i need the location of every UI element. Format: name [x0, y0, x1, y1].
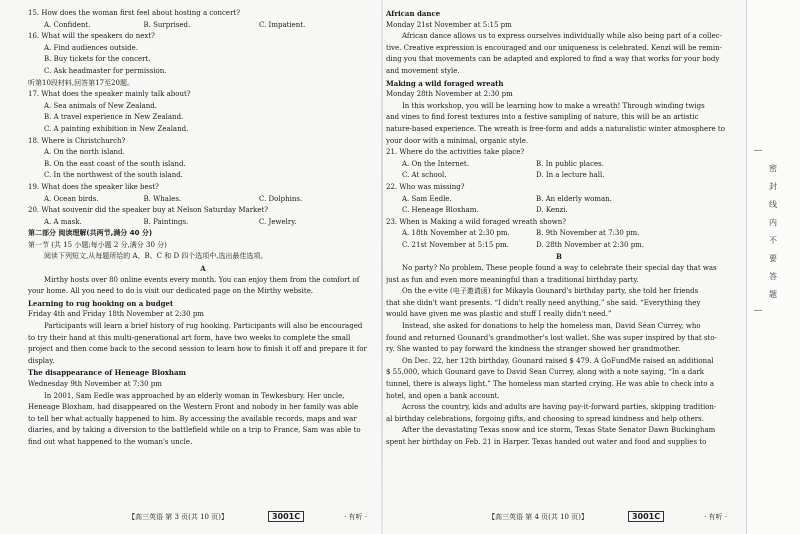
option: C. Jewelry. [259, 217, 297, 226]
option: C. Dolphins. [259, 194, 303, 203]
left-column [28, 8, 378, 449]
passage-line: hotel, and open a bank account. [386, 391, 500, 400]
question-17: 17. What does the speaker mainly talk about? [28, 90, 191, 99]
passage-line: After the devastating Texas snow and ice storm, Texas State Senator Dawn Buckingham [402, 426, 716, 435]
option: B. Buy tickets for the concert. [44, 55, 151, 64]
seal-char: 不 [769, 236, 777, 245]
passage-line: display. [28, 356, 55, 365]
instructions: 阅读下列短文,从每题所给的 A、B、C 和 D 四个选项中,选出最佳选项。 [44, 252, 268, 261]
passage-line: found and returned Gounard's grandmother's lost wallet. She was super inspired by that sto- [386, 333, 717, 342]
passage-line: project and then come back to the second session to learn how to finish it off and prepare it for [28, 345, 367, 354]
passage-line: In 2001, Sam Eedle was approached by an elderly woman in Tewkesbury. Her uncle, [44, 391, 345, 400]
passage-line: diaries, and by taking a diversion to the battlefield while on a trip to France, Sam was able to [28, 426, 361, 435]
seal-char: 答 [769, 272, 777, 281]
option: A. A mask. [44, 217, 82, 226]
passage-line: On Dec. 22, her 12th birthday, Gounard raised $ 479. A GoFundMe raised an additional [402, 356, 714, 365]
question-15: 15. How does the woman first feel about hosting a concert? [28, 9, 240, 17]
option: B. An elderly woman. [536, 194, 612, 203]
event-title: African dance [386, 9, 441, 18]
section-heading: 第一节 (共 15 小题;每小题 2 分,满分 30 分) [28, 240, 167, 249]
brand-mark: · 有听 · [704, 512, 727, 521]
option: D. In a lecture hall. [536, 171, 605, 180]
option: A. Sea animals of New Zealand. [44, 101, 157, 110]
question-16: 16. What will the speakers do next? [28, 32, 155, 41]
option: C. Ask headmaster for permission. [44, 66, 167, 75]
question-20: 20. What souvenir did the speaker buy at Nelson Saturday Market? [28, 206, 268, 215]
question-23-options [386, 228, 732, 240]
passage-line: your door with a minimal, organic style. [386, 136, 529, 145]
passage-line: and vines to find forest textures into a festive sampling of nature, this will be an artistic [386, 113, 699, 122]
option: B. In public places. [536, 159, 604, 168]
option: B. A travel experience in New Zealand. [44, 113, 184, 122]
exam-code: 3001C [628, 511, 664, 522]
seal-char: 题 [769, 290, 777, 299]
brand-mark: · 有听 · [344, 512, 367, 521]
event-time: Wednesday 9th November at 7:30 pm [28, 380, 162, 388]
event-time: Monday 21st November at 5:15 pm [386, 20, 512, 29]
question-23-options [386, 240, 732, 252]
right-column [386, 8, 732, 449]
passage-line: your home. All you need to do is visit our dedicated page on the Mirthy website. [28, 287, 314, 296]
page-label: 【高三英语 第 4 页(共 10 页)】 [488, 512, 588, 521]
option: C. 21st November at 5:15 pm. [402, 240, 509, 249]
passage-line: would have given me was plastic and stuff I really didn't need.” [386, 310, 612, 319]
option: C. Impatient. [259, 20, 306, 29]
question-21: 21. Where do the activities take place? [386, 148, 525, 157]
passage-line: find out what happened to the woman's uncle. [28, 437, 193, 446]
option: B. Whales. [143, 194, 182, 203]
seal-line-notice [766, 160, 780, 304]
passage-line: tive. Creative expression is encouraged and our uniqueness is celebrated. Kenzi will be remin- [386, 43, 723, 52]
passage-line: Mirthy hosts over 80 online events every month. You can enjoy them from the comfort of [44, 275, 360, 284]
question-20-options [28, 217, 378, 229]
option: C. At school. [402, 171, 447, 180]
question-19: 19. What does the speaker like best? [28, 182, 159, 191]
question-21-options [386, 170, 732, 182]
seal-char: 线 [769, 200, 777, 209]
margin-tick [754, 150, 762, 151]
question-22-options [386, 194, 732, 206]
option: C. In the northwest of the south island. [44, 171, 183, 180]
passage-line: Across the country, kids and adults are having pay-it-forward parties, skipping tradition- [402, 403, 717, 412]
option: A. 18th November at 2:30 pm. [402, 229, 510, 238]
part-heading: 第二部分 阅读理解(共两节,满分 40 分) [28, 229, 153, 238]
question-18: 18. Where is Christchurch? [28, 136, 126, 145]
passage-line: $ 55,000, which Gounard gave to David Sean Currey, along with a note saying, “In a dark [386, 368, 705, 377]
seal-char: 封 [769, 182, 777, 191]
passage-label: B [556, 252, 562, 262]
right-footer [488, 511, 727, 522]
listening-intro: 听第10段材料,回答第17至20题。 [28, 78, 134, 87]
passage-line: In this workshop, you will be learning how to make a wreath! Through winding twigs [402, 101, 705, 110]
seal-char: 内 [769, 218, 777, 227]
passage-line: to try their hand at this multi-generational art form, have two weeks to complete the small [28, 333, 351, 342]
option: A. Sam Eedle. [402, 194, 452, 203]
option: A. Find audiences outside. [44, 43, 138, 52]
passage-line: African dance allows us to express ourselves individually while also being part of a collec- [402, 32, 722, 41]
question-22-options [386, 205, 732, 217]
passage-line: nature-based experience. The wreath is free-form and adds a naturalistic winter atmosphere to [386, 124, 725, 133]
question-19-options [28, 194, 378, 206]
event-title: The disappearance of Heneage Bloxham [28, 368, 186, 378]
passage-line: to tell her what actually happened to him. By accessing the available records, maps and war [28, 414, 357, 423]
passage-line: that she didn't want presents. “I didn't really need anything,” she said. “Everything they [386, 298, 701, 307]
question-23: 23. When is Making a wild foraged wreath shown? [386, 217, 567, 226]
passage-line: ding you that movements can be adapted and explored to find a way that works for your body [386, 55, 720, 64]
option: B. 9th November at 7:30 pm. [536, 229, 640, 238]
page-fold [381, 0, 383, 534]
seal-char: 密 [769, 164, 777, 173]
option: A. On the north island. [44, 148, 125, 157]
passage-line: tunnel, there is always light.” The homeless man started crying. He was able to check into a [386, 380, 715, 388]
option: A. On the Internet. [402, 159, 469, 168]
seal-char: 要 [769, 254, 777, 263]
question-15-options [28, 20, 378, 32]
event-time: Friday 4th and Friday 18th November at 2:30 pm [28, 310, 204, 319]
option: B. Surprised. [143, 20, 191, 29]
passage-line: Instead, she asked for donations to help the homeless man, David Sean Currey, who [402, 322, 701, 331]
margin-tick [754, 310, 762, 311]
option: A. Ocean birds. [44, 194, 99, 203]
passage-line: al birthday celebrations, forgoing gifts, and choosing to spread kindness and help others. [386, 414, 704, 423]
passage-line: No party? No problem. These people found a way to celebrate their special day that was [402, 264, 717, 273]
question-21-options [386, 159, 732, 171]
passage-line: Participants will learn a brief history of rug hooking. Participants will also be encouraged [44, 322, 363, 331]
event-title: Making a wild foraged wreath [386, 78, 504, 88]
left-footer [128, 511, 367, 522]
option: B. On the east coast of the south island. [44, 159, 186, 168]
page-label: 【高三英语 第 3 页(共 10 页)】 [128, 512, 228, 521]
event-title: Learning to rug hooking on a budget [28, 298, 174, 308]
option: B. Paintings. [143, 217, 189, 226]
option: C. A painting exhibition in New Zealand. [44, 124, 189, 133]
question-22: 22. Who was missing? [386, 182, 465, 191]
option: D. Kenzi. [536, 206, 568, 215]
passage-line: On the e-vite (电子邀请函) for Mikayla Gounard's birthday party, she told her friends [402, 287, 699, 296]
exam-code: 3001C [268, 511, 304, 522]
passage-line: Heneage Bloxham, had disappeared on the Western Front and nobody in her family was able [28, 403, 359, 412]
passage-line: and movement style. [386, 66, 460, 75]
option: C. Heneage Bloxham. [402, 206, 479, 215]
option: D. 28th November at 2:30 pm. [536, 240, 645, 249]
passage-label: A [200, 264, 206, 274]
option: A. Confident. [44, 20, 91, 29]
passage-line: ry. She wanted to pay forward the kindness the stranger showed her grandmother. [386, 345, 681, 354]
passage-line: spent her birthday on Feb. 21 in Harper. Texas handed out water and food and supplies to [386, 437, 707, 446]
event-time: Monday 28th November at 2:30 pm [386, 90, 513, 99]
passage-line: just as fun and even more meaningful than a traditional birthday party. [386, 275, 639, 284]
passage-b [386, 263, 732, 449]
